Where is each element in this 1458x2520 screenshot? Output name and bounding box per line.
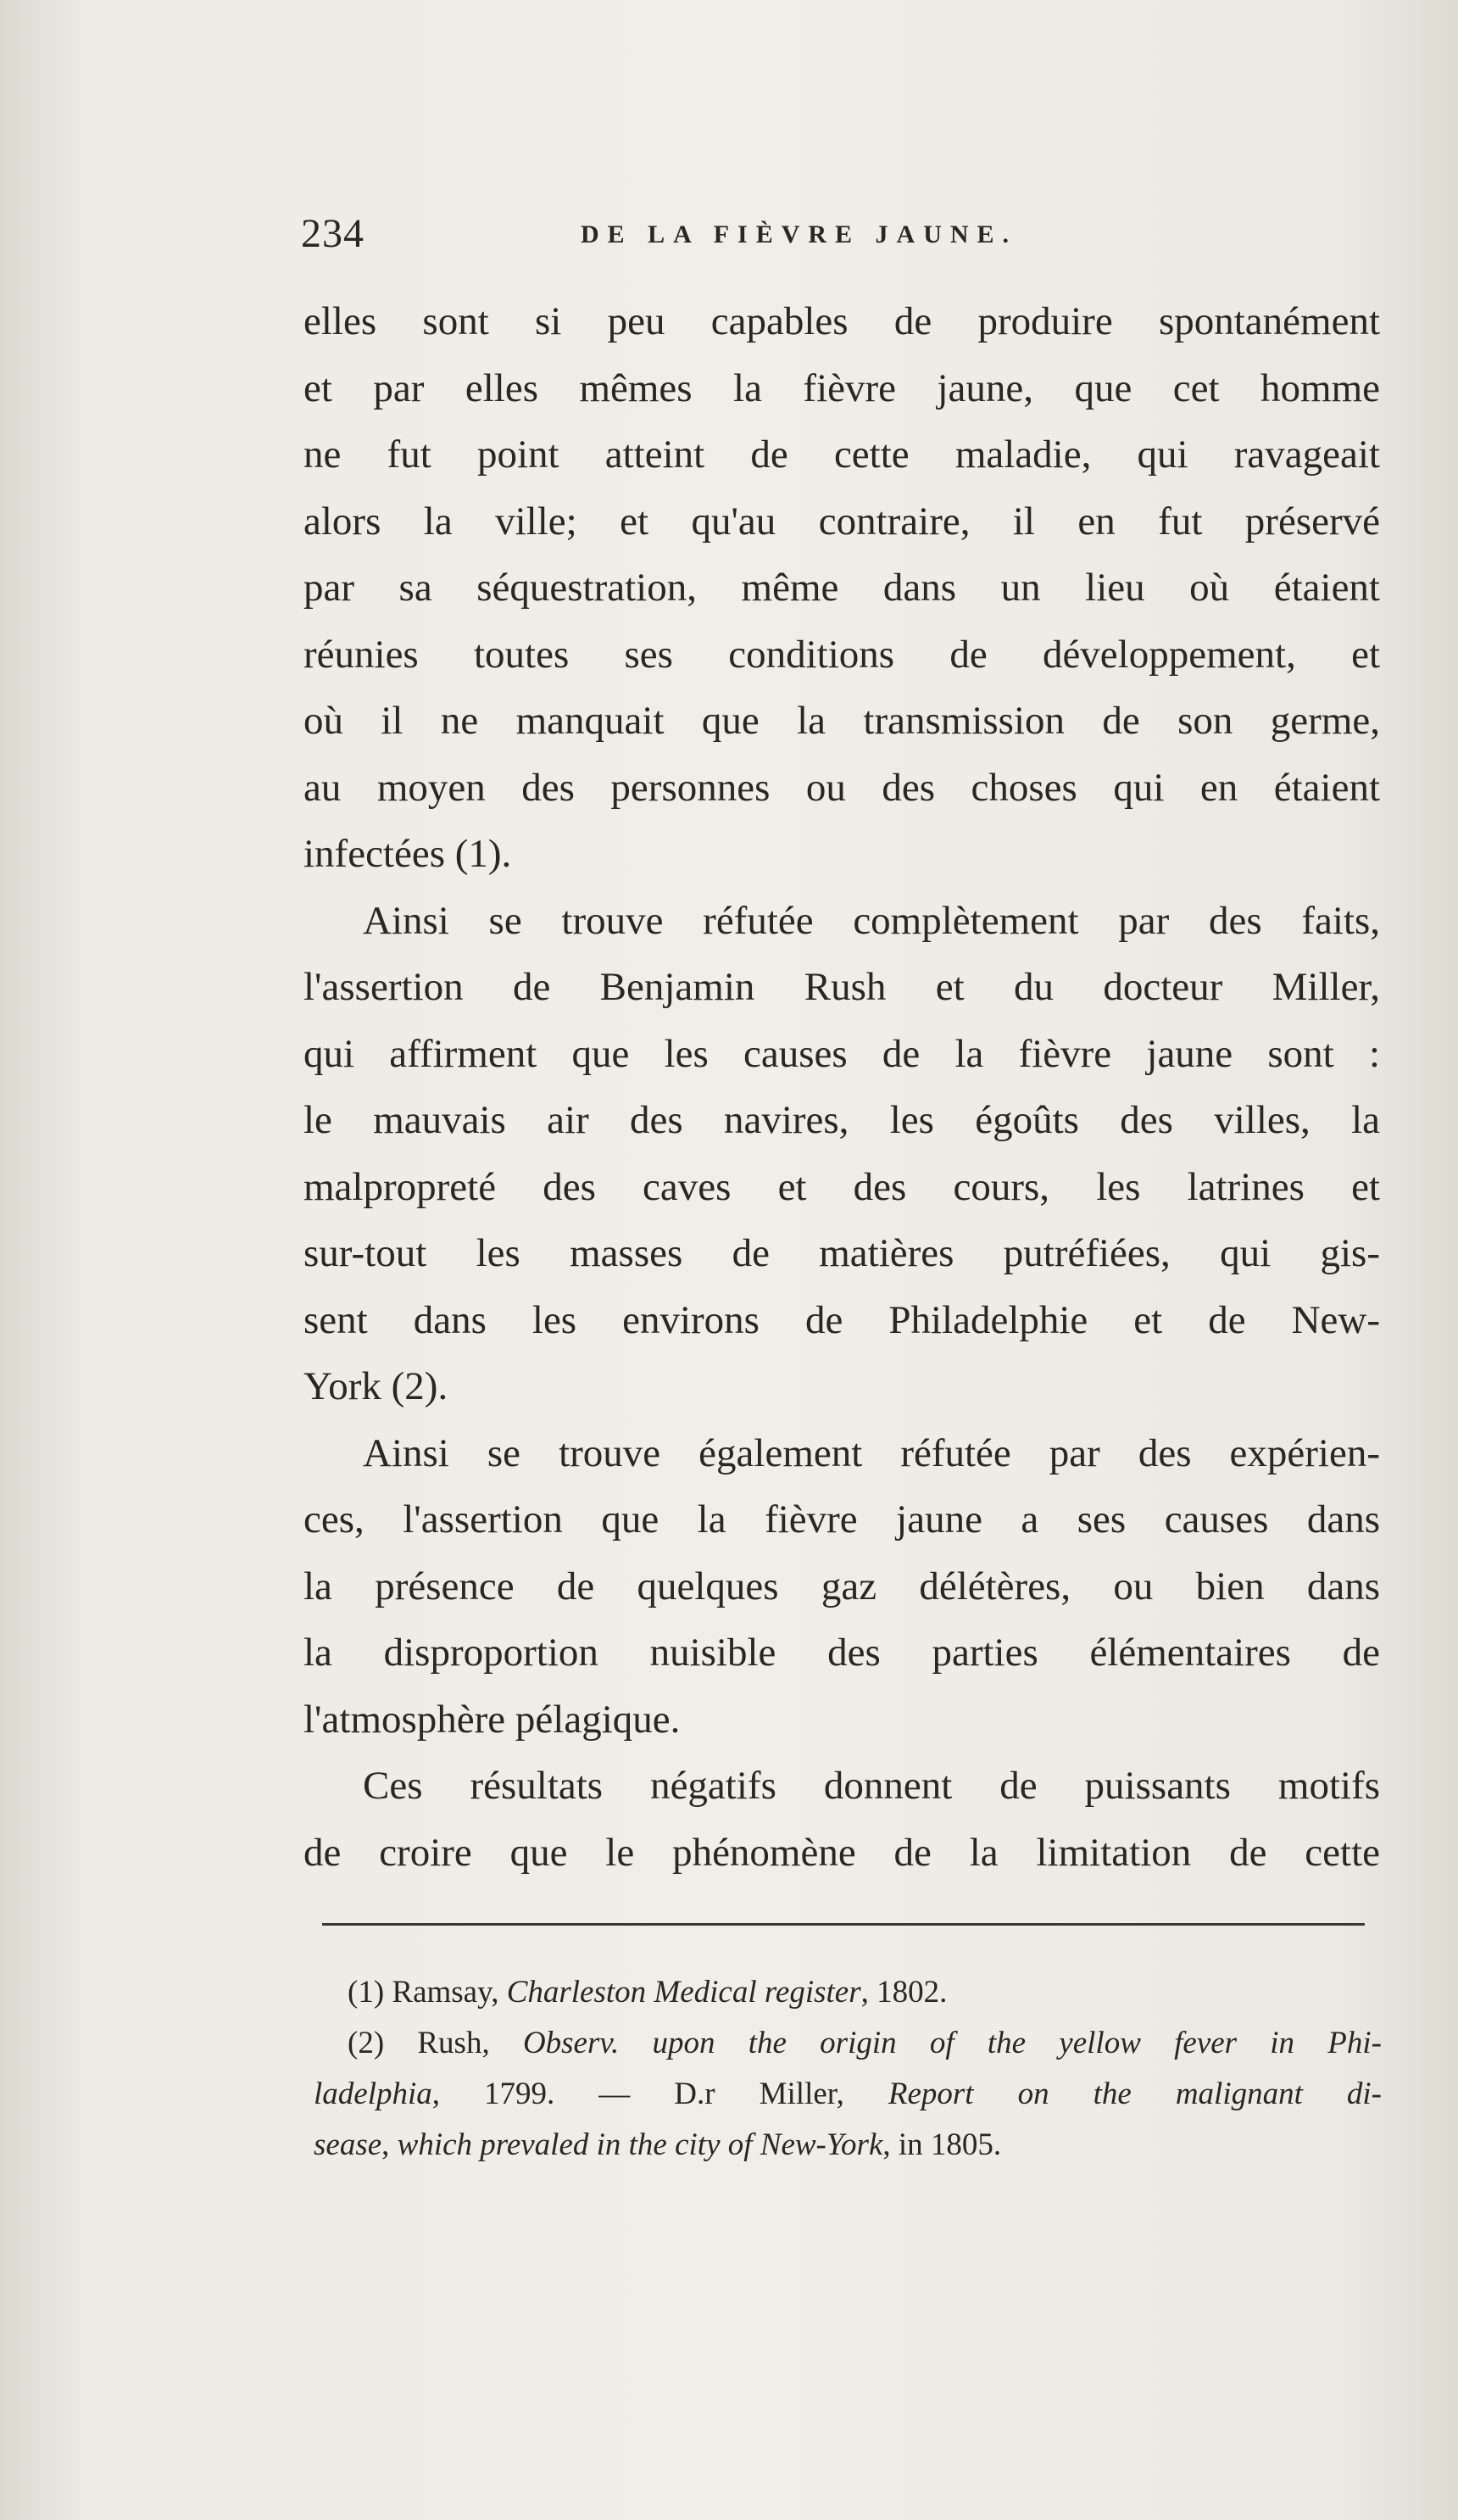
footnote-title: ladelphia (314, 2077, 432, 2111)
body-line: la disproportion nuisible des parties élémentaires de (303, 1631, 1380, 1675)
body-line: malpropreté des caves et des cours, les latrines et (303, 1164, 1380, 1209)
footnote-title: Report on the malignant di- (888, 2077, 1382, 2111)
footnote-title: Charleston Medical register (506, 1975, 861, 2010)
footnote-2-cont (314, 2120, 1382, 2171)
footnote-separator (322, 1923, 1365, 1926)
footnote-title: which prevaled in the city of New-York (397, 2127, 883, 2162)
body-line: réunies toutes ses conditions de développement, et (303, 632, 1380, 677)
body-line: sur-tout les masses de matières putréfiées, qui gis- (303, 1231, 1380, 1275)
footnote-text: (2) Rush, (348, 2026, 523, 2060)
footnote-title: Observ. upon the origin of the yellow fever in Phi- (522, 2026, 1382, 2060)
footnote-2 (348, 2018, 1382, 2069)
page-header (301, 210, 1377, 270)
body-line: la présence de quelques gaz délétères, ou bien dans (303, 1564, 1380, 1608)
body-line: Ainsi se trouve également réfutée par des expérien- (363, 1430, 1380, 1475)
body-line: sent dans les environs de Philadelphie et de New- (303, 1297, 1380, 1342)
body-line: l'atmosphère pélagique. (303, 1697, 681, 1742)
body-line: le mauvais air des navires, les égoûts des villes, la (303, 1098, 1380, 1142)
running-head: DE LA FIÈVRE JAUNE. (581, 220, 1018, 248)
body-line: l'assertion de Benjamin Rush et du docteur Miller, (303, 965, 1380, 1009)
body-line: qui affirment que les causes de la fièvre jaune sont : (303, 1031, 1380, 1076)
footnote-text: , (381, 2127, 398, 2162)
body-line: par sa séquestration, même dans un lieu où étaient (303, 566, 1380, 610)
body-line: alors la ville; et qu'au contraire, il en fut préservé (303, 499, 1380, 544)
body-line: Ces résultats négatifs donnent de puissants motifs (363, 1764, 1380, 1808)
body-line: et par elles mêmes la fièvre jaune, que cet homme (303, 365, 1380, 410)
footnote-text: , in 1805. (882, 2127, 1002, 2162)
footnote-text: , 1802. (860, 1975, 948, 2010)
footnote-2-cont (314, 2069, 1382, 2120)
footnote-text: (1) Ramsay, (348, 1975, 507, 2010)
body-line: Ainsi se trouve réfutée complètement par des faits, (363, 898, 1380, 943)
body-line: infectées (1). (303, 832, 512, 876)
body-text (303, 288, 1380, 1886)
footnote-title: sease (314, 2127, 382, 2162)
body-line: au moyen des personnes ou des choses qui en étaient (303, 765, 1380, 810)
footnote-text: , 1799. — D.r Miller, (431, 2077, 888, 2111)
page-number: 234 (301, 211, 364, 256)
body-line: où il ne manquait que la transmission de son germe, (303, 699, 1380, 743)
body-line: York (2). (303, 1364, 448, 1408)
footnotes (314, 1967, 1382, 2171)
body-line: ne fut point atteint de cette maladie, qui ravageait (303, 432, 1380, 477)
body-line: de croire que le phénomène de la limitation de cette (303, 1830, 1380, 1875)
body-line: ces, l'assertion que la fièvre jaune a ses causes dans (303, 1497, 1380, 1542)
body-line: elles sont si peu capables de produire spontanément (303, 299, 1380, 343)
footnote-1 (348, 1967, 1382, 2018)
